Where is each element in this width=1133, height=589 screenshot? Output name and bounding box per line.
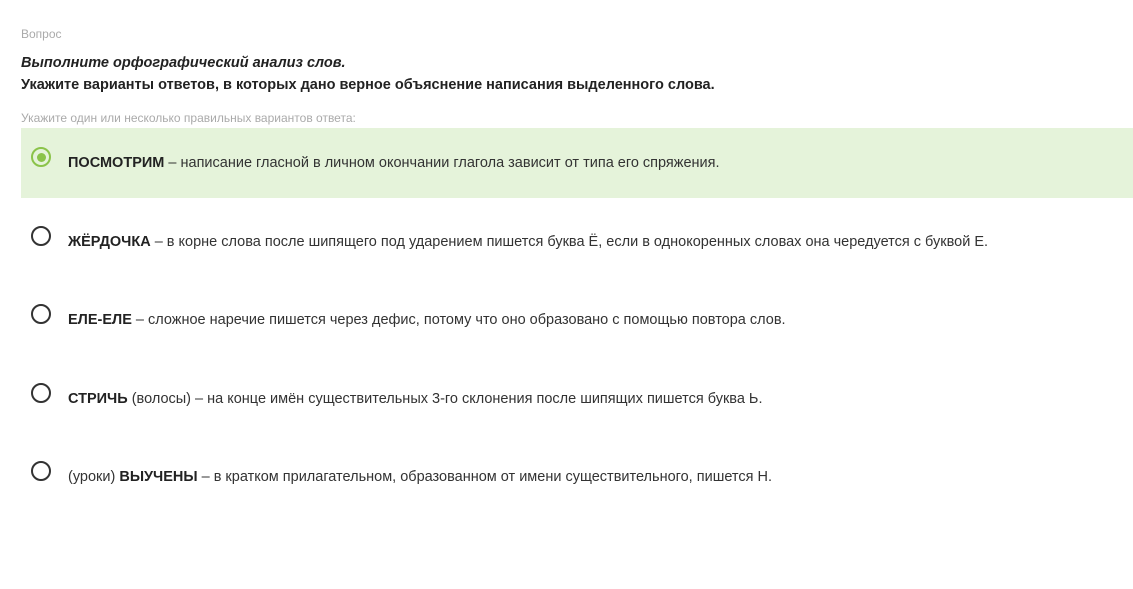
option-text: [68, 469, 772, 485]
question-instruction-line2: Укажите варианты ответов, в которых дано верное объяснение написания выделенного слова.: [21, 77, 715, 93]
option-word: ЖЁРДОЧКА: [68, 233, 151, 250]
option-explanation: – в кратком прилагательном, образованном от имени существительного, пишется Н.: [197, 469, 773, 485]
question-instruction-line1: Выполните орфографический анализ слов.: [21, 55, 346, 71]
answer-option-1[interactable]: [21, 128, 1133, 198]
option-word: ЕЛЕ-ЕЛЕ: [68, 312, 132, 328]
option-explanation: – в корне слова после шипящего под ударением пишется буква Ё, если в однокоренных словах она чередуется с буквой Е.: [150, 233, 989, 250]
question-label: Вопрос: [21, 27, 62, 41]
answer-option-3[interactable]: [21, 285, 1133, 355]
option-text: [68, 234, 988, 250]
option-prefix: (уроки): [68, 469, 120, 485]
option-explanation: – сложное наречие пишется через дефис, потому что оно образовано с помощью повтора слов.: [131, 312, 786, 328]
option-text: [68, 391, 762, 407]
answer-option-5[interactable]: [21, 442, 1133, 512]
radio-button[interactable]: [31, 461, 51, 481]
radio-dot-icon: [37, 153, 46, 162]
option-word: СТРИЧЬ: [68, 390, 128, 407]
option-word: ВЫУЧЕНЫ: [119, 469, 198, 485]
radio-button[interactable]: [31, 383, 51, 403]
radio-button[interactable]: [31, 226, 51, 246]
answer-hint: Укажите один или несколько правильных вариантов ответа:: [21, 111, 356, 125]
option-explanation: – написание гласной в личном окончании глагола зависит от типа его спряжения.: [164, 155, 720, 171]
answer-option-2[interactable]: [21, 207, 1133, 277]
option-word: ПОСМОТРИМ: [68, 155, 165, 171]
answer-options: [21, 128, 1133, 521]
radio-button[interactable]: [31, 304, 51, 324]
answer-option-4[interactable]: [21, 364, 1133, 434]
option-text: [68, 312, 786, 328]
option-text: [68, 155, 720, 171]
radio-button[interactable]: [31, 147, 51, 167]
option-explanation: (волосы) – на конце имён существительных 3-го склонения после шипящих пишется буква Ь.: [127, 390, 763, 407]
